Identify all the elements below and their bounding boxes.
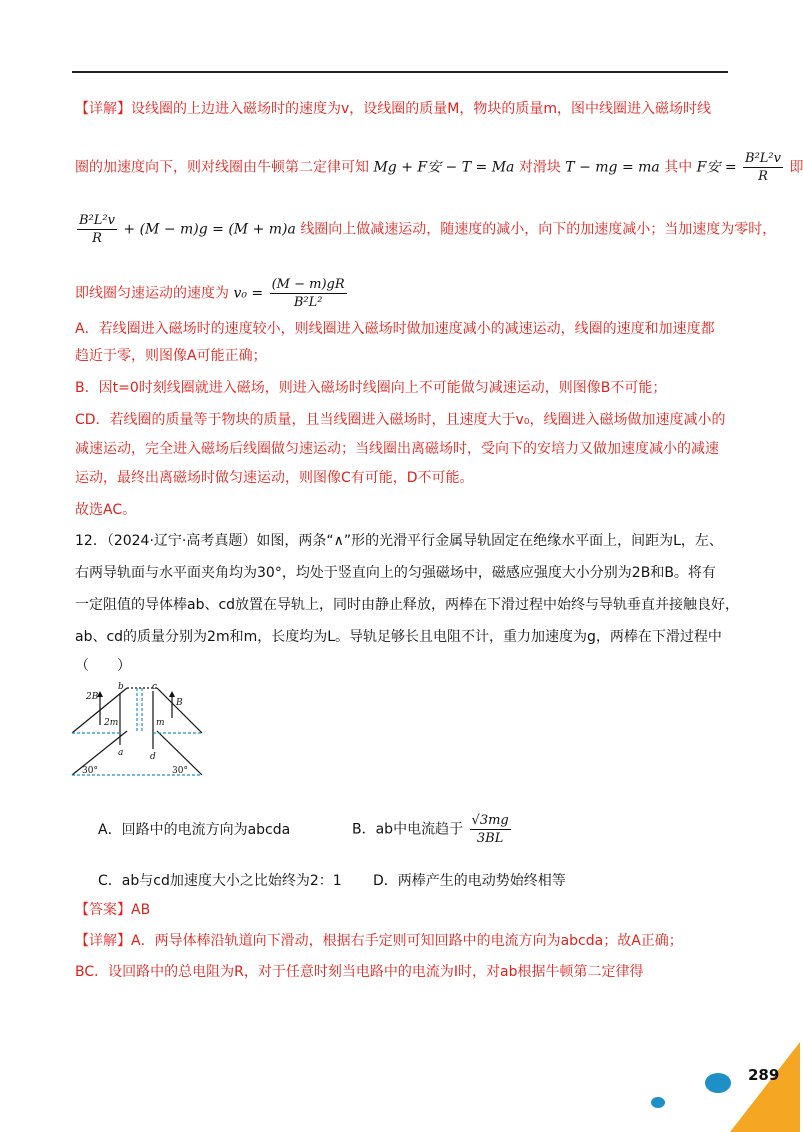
- label-b: b: [118, 682, 124, 692]
- label-d: d: [150, 752, 156, 762]
- mass-label-2m: 2m: [104, 718, 119, 728]
- answer-line: [75, 900, 150, 920]
- angle-label-left: 30°: [82, 766, 98, 776]
- analysis-CD-line1: CD．若线圈的质量等于物块的质量，且当线圈进入磁场时，且速度大于v₀，线圈进入磁场做加速度减小的: [75, 412, 726, 428]
- equation-1: Mg + F安 − T = Ma: [373, 159, 515, 176]
- analysis-A-line2: 趋近于零，则图像A可能正确；: [75, 348, 267, 364]
- option-D: D．两棒产生的电动势始终相等: [373, 873, 566, 889]
- solution2-line1: 【详解】A．两导体棒沿轨道向下滑动，根据右手定则可知回路中的电流方向为abcda；故A正确；: [75, 933, 683, 949]
- analysis-A-line1: A．若线圈进入磁场时的速度较小，则线圈进入磁场时做加速度减小的减速运动，线圈的速度和加速度都: [75, 321, 715, 337]
- option-C: C．ab与cd加速度大小之比始终为2：1: [98, 873, 342, 889]
- choice-line: 故选AC。: [75, 502, 137, 518]
- angle-label-right: 30°: [172, 766, 188, 776]
- question12-line4: ab、cd的质量分别为2m和m，长度均为L。导轨足够长且电阻不计，重力加速度为g，两棒在下滑过程中: [75, 629, 722, 645]
- analysis-B: B．因t=0时刻线圈就进入磁场，则进入磁场时线圈向上不可能做匀减速运动，则图像B不可能；: [75, 380, 667, 396]
- decor-dot-large: [705, 1073, 731, 1093]
- option-A: A．回路中的电流方向为abcda: [98, 822, 291, 838]
- answer-value: AB: [131, 902, 151, 918]
- solution1-line1: 【详解】设线圈的上边进入磁场时的速度为v，设线圈的质量M，物块的质量m，图中线圈进入磁场时线: [75, 101, 711, 117]
- mass-label-m: m: [156, 718, 165, 728]
- analysis-CD-line2: 减速运动，完全进入磁场后线圈做匀速运动；当线圈出离磁场时，受向下的安培力又做加速度减小的减速: [75, 441, 719, 457]
- corner-decoration: [680, 1032, 800, 1132]
- option-B-fraction: $\frac{√3mg}{3BL}$: [471, 813, 509, 846]
- label-a: a: [118, 748, 124, 758]
- question12-line3: 一定阻值的导体棒ab、cd放置在导轨上，同时由静止释放，两棒在下滑过程中始终与导轨垂直并接触良好，: [75, 597, 740, 613]
- question12-blank: （ ）: [75, 658, 131, 674]
- label-c: c: [152, 682, 158, 692]
- field-label-2B: 2B: [86, 692, 99, 702]
- solution1-tag: 【详解】: [75, 101, 131, 117]
- option-B: B．ab中电流趋于 $\frac{√3mg}{3BL}$: [352, 813, 509, 846]
- solution1-line2: 圈的加速度向下，则对线圈由牛顿第二定律可知 Mg + F安 − T = Ma 对滑块 T − mg = ma 其中 F安 = $\frac{\text{B²L²v}}{R}$ 即: [75, 151, 803, 184]
- solution1-line4: 即线圈匀速运动的速度为 v₀ = $\frac{(M - m)gR}{\text{B²L²}}$: [75, 277, 345, 310]
- question12-line1: 12．（2024·辽宁·高考真题）如图，两条“∧”形的光滑平行金属导轨固定在绝缘水平面上，间距为L，左、: [75, 533, 723, 549]
- equation-2: T − mg = ma: [565, 159, 660, 176]
- field-label-B: B: [176, 698, 183, 708]
- equation-3-fraction: $\frac{\text{B²L²v}}{R}$: [745, 151, 781, 184]
- equation-5-fraction: $\frac{(M - m)gR}{\text{B²L²}}$: [271, 277, 345, 310]
- solution1-line3: $\frac{\text{B²L²v}}{R}$ + (M − m)g = (M + m)a 线圈向上做减速运动，随速度的减小，向下的加速度减小；当加速度为零时，: [79, 213, 777, 246]
- page-number: 289: [748, 1066, 780, 1084]
- rail-figure: [70, 683, 220, 783]
- question12-line2: 右两导轨面与水平面夹角均为30°，均处于竖直向上的匀强磁场中，磁感应强度大小分别为2B和B。将有: [75, 565, 716, 581]
- answer-tag: 【答案】: [75, 902, 131, 918]
- decor-dot-small: [651, 1097, 665, 1108]
- solution2-tag: 【详解】: [75, 933, 131, 949]
- solution2-line2: BC．设回路中的总电阻为R，对于任意时刻当电路中的电流为I时，对ab根据牛顿第二定律得: [75, 964, 644, 980]
- equation-4-fraction: $\frac{\text{B²L²v}}{R}$: [79, 213, 115, 246]
- header-rule: [72, 71, 728, 73]
- analysis-CD-line3: 运动，最终出离磁场时做匀速运动，则图像C有可能，D不可能。: [75, 470, 474, 486]
